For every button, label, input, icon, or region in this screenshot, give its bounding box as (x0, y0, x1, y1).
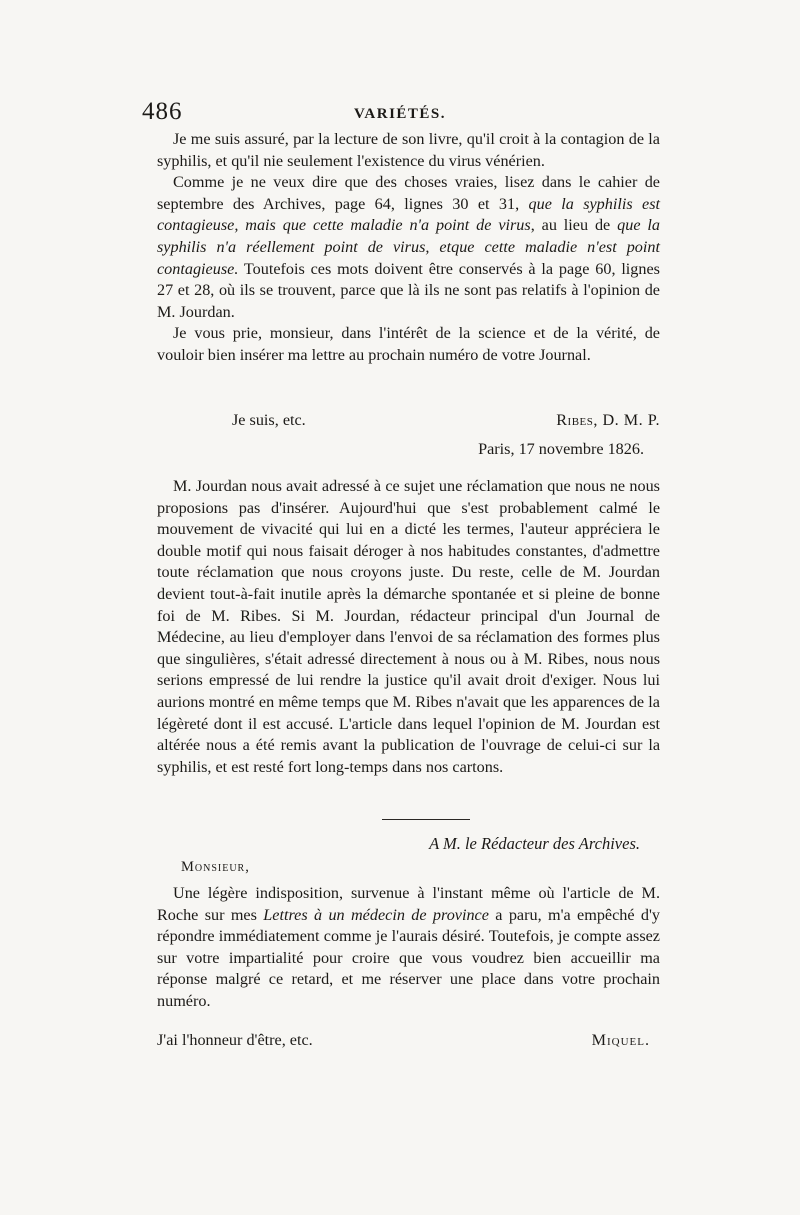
signature: Ribes, D. M. P. (556, 411, 660, 429)
letter-ribes (157, 129, 660, 367)
paragraph: Une légère indisposition, survenue à l'instant même où l'article de M. Roche sur mes Lettres à un médecin de province a paru, m'a empêché d'y répondre immédiatement comme je l'aurais désiré. Toutefois, je compte assez sur votre impartialité pour croire que vous voudrez bien accueillir ma réponse malgré ce retard, et me réserver une place dans votre prochain numéro. (157, 884, 661, 1010)
signature-row (157, 411, 660, 433)
paragraph: Je me suis assuré, par la lecture de son livre, qu'il croit à la contagion de la syphilis, et qu'il nie seulement l'existence du virus vénérien. (157, 130, 660, 170)
paragraph: Je vous prie, monsieur, dans l'intérêt de la science et de la vérité, de vouloir bien insérer ma lettre au prochain numéro de votre Journal. (157, 324, 660, 364)
editor-note (157, 476, 660, 778)
quoted-phrase: que la syphilis n'a réellement point de virus, etque cette maladie n'est point contagieuse. (157, 216, 660, 278)
date-row (157, 440, 660, 462)
paragraph: Comme je ne veux dire que des choses vraies, lisez dans le cahier de septembre des Archives, page 64, lignes 30 et 31, que la syphilis est contagieuse, mais que cette maladie n'a point de virus, au lieu de que la syphilis n'a réellement point de virus, etque cette maladie n'est point contagieuse. Toutefois ces mots doivent être conservés à la page 60, lignes 27 et 28, où ils se trouvent, parce que là ils ne sont pas relatifs à l'opinion de M. Jourdan. (157, 173, 661, 321)
closing-formula: Je suis, etc. (232, 411, 306, 429)
letter-address: A M. le Rédacteur des Archives. (429, 834, 640, 853)
signature: Miquel. (591, 1031, 650, 1049)
running-head: VARIÉTÉS. (354, 106, 447, 122)
closing-formula: J'ai l'honneur d'être, etc. (157, 1031, 313, 1049)
salutation: Monsieur, (181, 859, 250, 875)
letter-miquel (157, 883, 660, 1013)
quoted-phrase: que la syphilis est contagieuse, mais que cette maladie n'a point de virus (157, 194, 661, 235)
page-number: 486 (142, 98, 183, 125)
letter-date: Paris, 17 novembre 1826. (478, 440, 644, 458)
book-title: Lettres à un médecin de province (263, 905, 489, 924)
signature-row (157, 1031, 660, 1053)
paragraph: M. Jourdan nous avait adressé à ce sujet une réclamation que nous ne nous proposions pas d'insérer. Aujourd'hui que s'est probablement calmé le mouvement de vivacité qui lui en a dicté les termes, l'auteur appréciera le double motif qui nous faisait déroger à nos habitudes constantes, d'admettre toute réclamation que nous croyons juste. Du reste, celle de M. Jourdan devient tout-à-fait inutile après la démarche spontanée et si pleine de bonne foi de M. Ribes. Si M. Jourdan, rédacteur principal d'un Journal de Médecine, au lieu d'employer dans l'envoi de sa réclamation des formes plus que singulières, s'était adressé directement à nous ou à M. Ribes, nous nous serions empressé de lui rendre la justice qu'il avait droit d'exiger. Nous lui aurions montré en même temps que M. Ribes n'avait que les apparences de la légèreté dont il est accusé. L'article dans lequel l'opinion de M. Jourdan est altérée nous a été remis avant la publication de l'ouvrage de celui-ci sur la syphilis, et est resté fort long-temps dans nos cartons. (157, 477, 660, 776)
section-divider (382, 819, 470, 820)
page-header (142, 98, 657, 128)
